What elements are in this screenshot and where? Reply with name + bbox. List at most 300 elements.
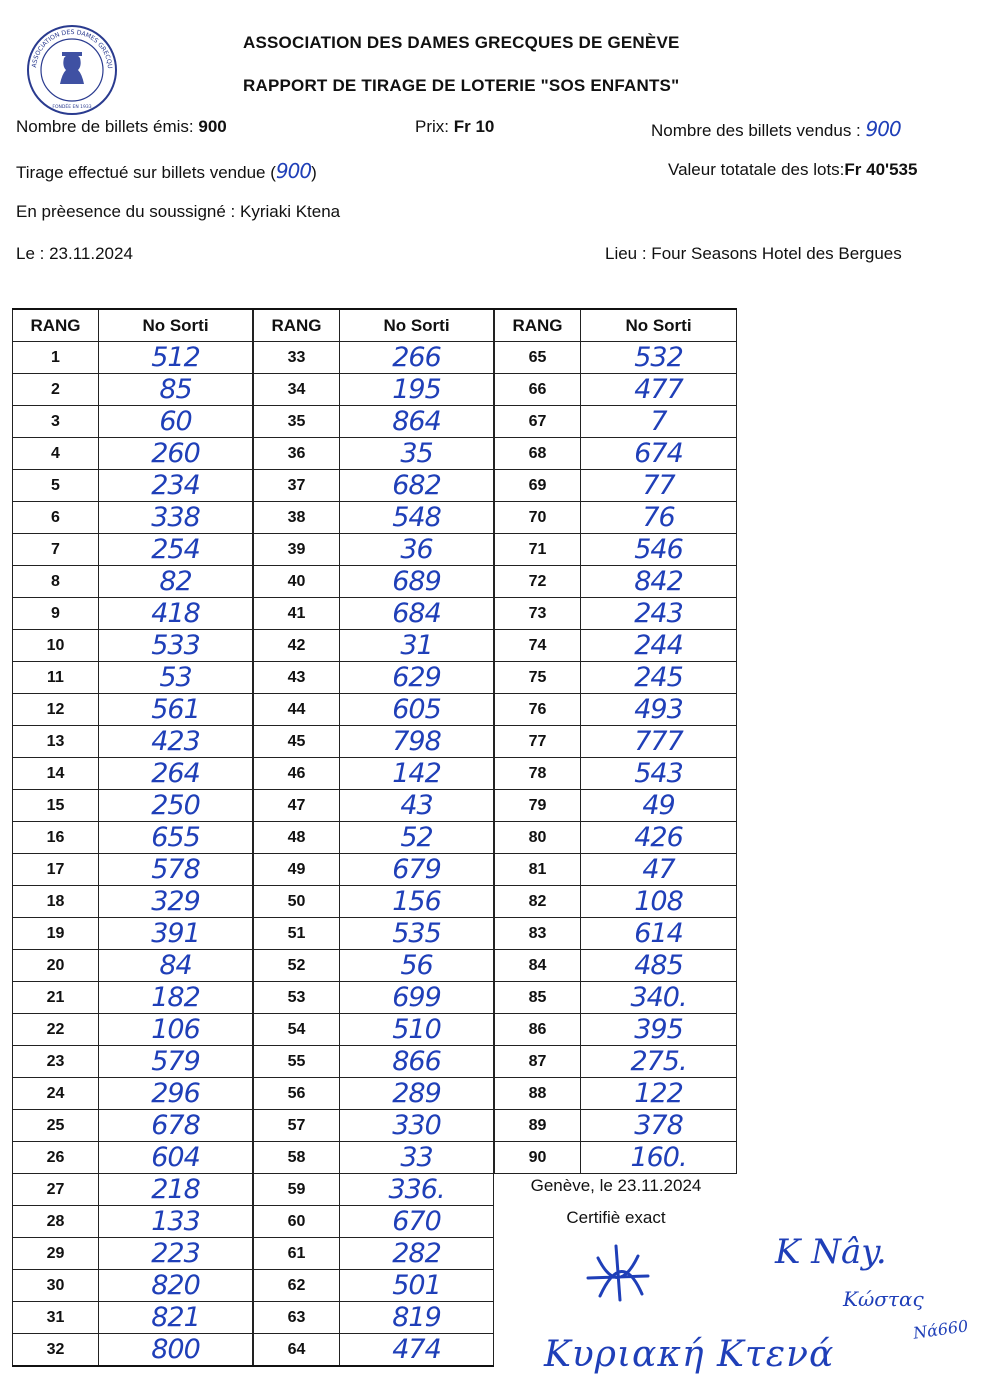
results-table-col-1 — [12, 308, 253, 1367]
valeur-value: Fr 40'535 — [844, 160, 918, 179]
number-drawn-cell: 819 — [340, 1302, 494, 1334]
number-drawn-cell: 395 — [581, 1014, 737, 1046]
rank-cell: 20 — [13, 950, 99, 982]
table-row — [254, 342, 494, 374]
rank-cell: 44 — [254, 694, 340, 726]
rank-cell: 50 — [254, 886, 340, 918]
number-drawn-cell: 579 — [99, 1046, 253, 1078]
rank-cell: 7 — [13, 534, 99, 566]
rank-cell: 55 — [254, 1046, 340, 1078]
table-row — [254, 1046, 494, 1078]
rank-cell: 73 — [495, 598, 581, 630]
rank-cell: 3 — [13, 406, 99, 438]
signature-code: Νά660 — [911, 1316, 970, 1343]
rank-cell: 24 — [13, 1078, 99, 1110]
rank-cell: 29 — [13, 1238, 99, 1270]
report-subtitle: RAPPORT DE TIRAGE DE LOTERIE "SOS ENFANTS" — [243, 76, 680, 95]
table-row — [13, 438, 253, 470]
table-row — [495, 822, 737, 854]
table-row — [13, 1078, 253, 1110]
certified-text: Certifiè exact — [566, 1208, 666, 1227]
rank-cell: 68 — [495, 438, 581, 470]
table-row — [13, 502, 253, 534]
table-row — [495, 566, 737, 598]
rank-cell: 27 — [13, 1174, 99, 1206]
rank-cell: 89 — [495, 1110, 581, 1142]
table-row — [495, 1142, 737, 1174]
valeur-totale — [668, 160, 917, 180]
number-drawn-cell: 35 — [340, 438, 494, 470]
table-row — [13, 1270, 253, 1302]
rank-cell: 63 — [254, 1302, 340, 1334]
number-drawn-cell: 84 — [99, 950, 253, 982]
rank-cell: 48 — [254, 822, 340, 854]
table-row — [13, 470, 253, 502]
rank-cell: 31 — [13, 1302, 99, 1334]
table-row — [13, 342, 253, 374]
number-drawn-cell: 47 — [581, 854, 737, 886]
rank-cell: 60 — [254, 1206, 340, 1238]
table-row — [254, 630, 494, 662]
rank-cell: 19 — [13, 918, 99, 950]
number-drawn-cell: 561 — [99, 694, 253, 726]
number-drawn-cell: 423 — [99, 726, 253, 758]
table-row — [254, 374, 494, 406]
place-date: Genève, le 23.11.2024 — [530, 1176, 702, 1195]
number-drawn-cell: 52 — [340, 822, 494, 854]
prix-value: Fr 10 — [453, 117, 495, 136]
number-drawn-cell: 655 — [99, 822, 253, 854]
rank-cell: 80 — [495, 822, 581, 854]
number-drawn-cell: 532 — [581, 342, 737, 374]
page-title: ASSOCIATION DES DAMES GRECQUES DE GENÈVE — [243, 33, 680, 52]
rank-cell: 36 — [254, 438, 340, 470]
rank-cell: 43 — [254, 662, 340, 694]
rank-cell: 88 — [495, 1078, 581, 1110]
table-row — [495, 630, 737, 662]
table-row — [495, 374, 737, 406]
number-drawn-cell: 49 — [581, 790, 737, 822]
number-drawn-cell: 682 — [340, 470, 494, 502]
results-table-col-3 — [494, 308, 737, 1174]
table-row — [13, 886, 253, 918]
table-row — [495, 406, 737, 438]
number-drawn-cell: 821 — [99, 1302, 253, 1334]
number-drawn-cell: 543 — [581, 758, 737, 790]
number-drawn-cell: 289 — [340, 1078, 494, 1110]
number-drawn-cell: 160. — [581, 1142, 737, 1174]
rank-cell: 67 — [495, 406, 581, 438]
presence-line: En prèesence du soussigné : Kyriaki Ktena — [16, 202, 341, 221]
table-row — [254, 1078, 494, 1110]
table-row — [13, 534, 253, 566]
rank-cell: 62 — [254, 1270, 340, 1302]
rank-cell: 17 — [13, 854, 99, 886]
rank-cell: 26 — [13, 1142, 99, 1174]
rank-cell: 66 — [495, 374, 581, 406]
rank-cell: 58 — [254, 1142, 340, 1174]
number-drawn-cell: 477 — [581, 374, 737, 406]
table-row — [254, 1334, 494, 1367]
table-row — [495, 950, 737, 982]
logo-text: ASSOCIATION DES DAMES GRECQU — [31, 28, 114, 69]
table-row — [495, 790, 737, 822]
tirage-close: ) — [311, 163, 317, 182]
number-drawn-cell: 493 — [581, 694, 737, 726]
rank-cell: 61 — [254, 1238, 340, 1270]
table-row — [254, 822, 494, 854]
number-drawn-cell: 264 — [99, 758, 253, 790]
table-row — [13, 1238, 253, 1270]
rank-cell: 42 — [254, 630, 340, 662]
number-drawn-cell: 282 — [340, 1238, 494, 1270]
table-row — [254, 918, 494, 950]
number-drawn-cell: 629 — [340, 662, 494, 694]
number-drawn-cell: 340. — [581, 982, 737, 1014]
number-drawn-cell: 234 — [99, 470, 253, 502]
table-row — [254, 1110, 494, 1142]
rank-header: RANG — [13, 309, 99, 342]
rank-cell: 8 — [13, 566, 99, 598]
lieu-line: Lieu : Four Seasons Hotel des Bergues — [605, 244, 902, 263]
table-row — [495, 598, 737, 630]
number-drawn-cell: 800 — [99, 1334, 253, 1367]
rank-header: RANG — [495, 309, 581, 342]
number-drawn-cell: 820 — [99, 1270, 253, 1302]
num-header: No Sorti — [340, 309, 494, 342]
rank-cell: 4 — [13, 438, 99, 470]
number-drawn-cell: 699 — [340, 982, 494, 1014]
table-row — [495, 662, 737, 694]
rank-cell: 84 — [495, 950, 581, 982]
table-row — [254, 470, 494, 502]
table-row — [13, 1206, 253, 1238]
rank-cell: 57 — [254, 1110, 340, 1142]
rank-cell: 25 — [13, 1110, 99, 1142]
rank-cell: 22 — [13, 1014, 99, 1046]
table-row — [495, 1110, 737, 1142]
rank-cell: 12 — [13, 694, 99, 726]
rank-cell: 46 — [254, 758, 340, 790]
table-row — [495, 502, 737, 534]
table-row — [495, 438, 737, 470]
num-header: No Sorti — [581, 309, 737, 342]
table-row — [495, 1014, 737, 1046]
table-row — [495, 1046, 737, 1078]
rank-cell: 74 — [495, 630, 581, 662]
table-row — [254, 886, 494, 918]
rank-cell: 18 — [13, 886, 99, 918]
number-drawn-cell: 678 — [99, 1110, 253, 1142]
rank-cell: 2 — [13, 374, 99, 406]
table-row — [13, 822, 253, 854]
table-row — [254, 758, 494, 790]
rank-cell: 83 — [495, 918, 581, 950]
table-row — [495, 342, 737, 374]
num-header: No Sorti — [99, 309, 253, 342]
number-drawn-cell: 548 — [340, 502, 494, 534]
table-row — [13, 694, 253, 726]
table-row — [254, 1270, 494, 1302]
rank-cell: 9 — [13, 598, 99, 630]
table-row — [495, 534, 737, 566]
number-drawn-cell: 85 — [99, 374, 253, 406]
table-row — [13, 1302, 253, 1334]
table-row — [13, 950, 253, 982]
number-drawn-cell: 182 — [99, 982, 253, 1014]
number-drawn-cell: 36 — [340, 534, 494, 566]
rank-cell: 53 — [254, 982, 340, 1014]
table-row — [13, 918, 253, 950]
date-line: Le : 23.11.2024 — [16, 244, 133, 263]
rank-cell: 86 — [495, 1014, 581, 1046]
rank-cell: 65 — [495, 342, 581, 374]
table-row — [495, 1078, 737, 1110]
table-row — [13, 662, 253, 694]
number-drawn-cell: 391 — [99, 918, 253, 950]
rank-cell: 11 — [13, 662, 99, 694]
number-drawn-cell: 604 — [99, 1142, 253, 1174]
rank-cell: 6 — [13, 502, 99, 534]
billets-emis-label: Nombre de billets émis: — [16, 117, 194, 136]
rank-cell: 32 — [13, 1334, 99, 1367]
rank-cell: 64 — [254, 1334, 340, 1367]
number-drawn-cell: 7 — [581, 406, 737, 438]
table-row — [13, 1046, 253, 1078]
table-row — [254, 1238, 494, 1270]
tirage-effectue — [16, 159, 317, 183]
number-drawn-cell: 777 — [581, 726, 737, 758]
signature-mark — [578, 1238, 658, 1313]
rank-cell: 37 — [254, 470, 340, 502]
number-drawn-cell: 33 — [340, 1142, 494, 1174]
number-drawn-cell: 866 — [340, 1046, 494, 1078]
number-drawn-cell: 60 — [99, 406, 253, 438]
rank-cell: 70 — [495, 502, 581, 534]
logo-year: FONDÉE EN 1933 — [52, 105, 92, 110]
rank-cell: 30 — [13, 1270, 99, 1302]
number-drawn-cell: 338 — [99, 502, 253, 534]
rank-cell: 38 — [254, 502, 340, 534]
rank-cell: 69 — [495, 470, 581, 502]
number-drawn-cell: 474 — [340, 1334, 494, 1367]
table-row — [254, 950, 494, 982]
number-drawn-cell: 533 — [99, 630, 253, 662]
rank-cell: 13 — [13, 726, 99, 758]
table-row — [13, 726, 253, 758]
number-drawn-cell: 679 — [340, 854, 494, 886]
billets-emis — [16, 117, 227, 137]
rank-cell: 34 — [254, 374, 340, 406]
number-drawn-cell: 243 — [581, 598, 737, 630]
number-drawn-cell: 31 — [340, 630, 494, 662]
number-drawn-cell: 275. — [581, 1046, 737, 1078]
table-row — [254, 726, 494, 758]
table-row — [254, 982, 494, 1014]
rank-cell: 35 — [254, 406, 340, 438]
table-row — [495, 470, 737, 502]
number-drawn-cell: 223 — [99, 1238, 253, 1270]
table-row — [13, 854, 253, 886]
number-drawn-cell: 426 — [581, 822, 737, 854]
table-row — [13, 982, 253, 1014]
number-drawn-cell: 296 — [99, 1078, 253, 1110]
rank-cell: 23 — [13, 1046, 99, 1078]
signature-main: Κυριακή Κτενά — [544, 1334, 835, 1375]
number-drawn-cell: 510 — [340, 1014, 494, 1046]
prix — [415, 117, 494, 137]
billets-vendus-value: 900 — [865, 117, 901, 141]
prix-label: Prix: — [415, 117, 449, 136]
number-drawn-cell: 195 — [340, 374, 494, 406]
rank-cell: 14 — [13, 758, 99, 790]
tirage-value: 900 — [275, 159, 312, 183]
rank-cell: 10 — [13, 630, 99, 662]
number-drawn-cell: 77 — [581, 470, 737, 502]
rank-cell: 54 — [254, 1014, 340, 1046]
rank-cell: 1 — [13, 342, 99, 374]
number-drawn-cell: 106 — [99, 1014, 253, 1046]
rank-cell: 85 — [495, 982, 581, 1014]
number-drawn-cell: 535 — [340, 918, 494, 950]
table-row — [254, 438, 494, 470]
table-row — [13, 566, 253, 598]
table-row — [13, 630, 253, 662]
number-drawn-cell: 56 — [340, 950, 494, 982]
rank-cell: 15 — [13, 790, 99, 822]
number-drawn-cell: 245 — [581, 662, 737, 694]
number-drawn-cell: 674 — [581, 438, 737, 470]
number-drawn-cell: 254 — [99, 534, 253, 566]
rank-cell: 79 — [495, 790, 581, 822]
number-drawn-cell: 122 — [581, 1078, 737, 1110]
rank-cell: 49 — [254, 854, 340, 886]
billets-vendus — [651, 117, 901, 141]
number-drawn-cell: 133 — [99, 1206, 253, 1238]
table-row — [13, 1014, 253, 1046]
number-drawn-cell: 43 — [340, 790, 494, 822]
number-drawn-cell: 53 — [99, 662, 253, 694]
table-row — [254, 566, 494, 598]
rank-cell: 81 — [495, 854, 581, 886]
number-drawn-cell: 842 — [581, 566, 737, 598]
number-drawn-cell: 82 — [99, 566, 253, 598]
table-row — [13, 374, 253, 406]
table-row — [495, 694, 737, 726]
number-drawn-cell: 336. — [340, 1174, 494, 1206]
rank-cell: 41 — [254, 598, 340, 630]
table-row — [254, 662, 494, 694]
table-row — [13, 1174, 253, 1206]
table-row — [13, 406, 253, 438]
table-row — [495, 726, 737, 758]
number-drawn-cell: 250 — [99, 790, 253, 822]
table-row — [495, 854, 737, 886]
rank-cell: 77 — [495, 726, 581, 758]
rank-cell: 5 — [13, 470, 99, 502]
rank-cell: 71 — [495, 534, 581, 566]
table-row — [254, 502, 494, 534]
rank-cell: 47 — [254, 790, 340, 822]
signature-top: K Nây. — [775, 1232, 887, 1272]
table-row — [254, 694, 494, 726]
results-table-col-2 — [253, 308, 494, 1367]
number-drawn-cell: 260 — [99, 438, 253, 470]
table-row — [13, 1110, 253, 1142]
valeur-label: Valeur totatale des lots: — [668, 160, 845, 179]
number-drawn-cell: 266 — [340, 342, 494, 374]
table-row — [254, 1142, 494, 1174]
number-drawn-cell: 546 — [581, 534, 737, 566]
number-drawn-cell: 378 — [581, 1110, 737, 1142]
number-drawn-cell: 244 — [581, 630, 737, 662]
number-drawn-cell: 684 — [340, 598, 494, 630]
table-row — [254, 406, 494, 438]
number-drawn-cell: 418 — [99, 598, 253, 630]
rank-cell: 39 — [254, 534, 340, 566]
rank-cell: 16 — [13, 822, 99, 854]
table-row — [495, 886, 737, 918]
table-row — [13, 598, 253, 630]
table-row — [495, 982, 737, 1014]
number-drawn-cell: 156 — [340, 886, 494, 918]
table-row — [495, 918, 737, 950]
association-logo — [24, 22, 120, 118]
billets-vendus-label: Nombre des billets vendus : — [651, 121, 861, 140]
table-row — [254, 854, 494, 886]
rank-cell: 78 — [495, 758, 581, 790]
table-row — [254, 1302, 494, 1334]
number-drawn-cell: 614 — [581, 918, 737, 950]
rank-cell: 82 — [495, 886, 581, 918]
rank-cell: 72 — [495, 566, 581, 598]
tirage-label: Tirage effectué sur billets vendue ( — [16, 163, 276, 182]
table-row — [254, 1174, 494, 1206]
rank-cell: 76 — [495, 694, 581, 726]
number-drawn-cell: 578 — [99, 854, 253, 886]
rank-cell: 56 — [254, 1078, 340, 1110]
rank-cell: 33 — [254, 342, 340, 374]
table-row — [13, 790, 253, 822]
number-drawn-cell: 798 — [340, 726, 494, 758]
rank-header: RANG — [254, 309, 340, 342]
rank-cell: 52 — [254, 950, 340, 982]
number-drawn-cell: 689 — [340, 566, 494, 598]
number-drawn-cell: 670 — [340, 1206, 494, 1238]
rank-cell: 51 — [254, 918, 340, 950]
table-row — [13, 1142, 253, 1174]
number-drawn-cell: 605 — [340, 694, 494, 726]
table-row — [254, 1014, 494, 1046]
number-drawn-cell: 218 — [99, 1174, 253, 1206]
table-row — [254, 598, 494, 630]
table-row — [13, 758, 253, 790]
table-row — [254, 790, 494, 822]
number-drawn-cell: 142 — [340, 758, 494, 790]
number-drawn-cell: 76 — [581, 502, 737, 534]
rank-cell: 40 — [254, 566, 340, 598]
rank-cell: 21 — [13, 982, 99, 1014]
signature-name-2: Κώστας — [843, 1287, 924, 1311]
table-row — [13, 1334, 253, 1367]
table-row — [254, 1206, 494, 1238]
rank-cell: 87 — [495, 1046, 581, 1078]
billets-emis-value: 900 — [198, 117, 227, 136]
table-row — [254, 534, 494, 566]
table-row — [495, 758, 737, 790]
number-drawn-cell: 108 — [581, 886, 737, 918]
rank-cell: 45 — [254, 726, 340, 758]
